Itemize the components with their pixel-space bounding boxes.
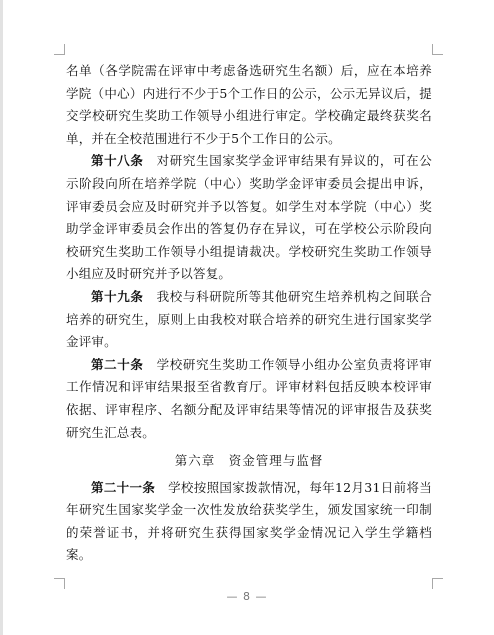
article-number: 第十八条 (91, 153, 144, 169)
paragraph-text: 学校研究生奖助工作领导小组办公室负责将评审工作情况和评审结果报至省教育厅。评审材料包括反映本校评审依据、评审程序、名额分配及评审结果等情况的评审报告及获奖研究生汇总表。 (66, 356, 432, 440)
article-20-paragraph (66, 354, 432, 444)
paragraph-text: 学校按照国家拨款情况，每年12月31日前将当年研究生国家奖学金一次性发放给获奖学生，颁发国家统一印制的荣誉证书，并将研究生获得国家奖学金情况记入学生学籍档案。 (66, 479, 432, 563)
margin-mark-bottom-right (432, 578, 443, 589)
document-body (66, 60, 432, 567)
paragraph-text: 我校与科研院所等其他研究生培养机构之间联合培养的研究生，原则上由我校对联合培养的研究生进行国家奖学金评审。 (66, 288, 432, 350)
article-number: 第十九条 (91, 288, 144, 304)
margin-mark-top-left (54, 44, 65, 55)
article-18-paragraph (66, 150, 432, 286)
paragraph-continued (66, 60, 432, 150)
article-number: 第二十一条 (91, 479, 156, 495)
margin-mark-top-right (432, 44, 443, 55)
article-19-paragraph (66, 286, 432, 354)
paragraph-text: 对研究生国家奖学金评审结果有异议的，可在公示阶段向所在培养学院（中心）奖助学金评审委员会提出申诉，评审委员会应及时研究并予以答复。如学生对本学院（中心）奖助学金评审委员会作出的答复仍存在异议，可在学校公示阶段向校研究生奖助工作领导小组提请裁决。学校研究生奖助工作领导小组应及时研究并予以答复。 (66, 153, 432, 282)
chapter-heading: 第六章 资金管理与监督 (174, 453, 324, 469)
article-21-paragraph (66, 477, 432, 567)
paragraph-text: 名单（各学院需在评审中考虑备选研究生名额）后，应在本培养学院（中心）内进行不少于5个工作日的公示，公示无异议后，提交学校研究生奖助工作领导小组进行审定。学校确定最终获奖名单，并在全校范围进行不少于5个工作日的公示。 (66, 63, 432, 146)
margin-mark-bottom-left (54, 578, 65, 589)
page-number: — 8 — (226, 590, 268, 603)
page-edge-shadow (0, 0, 3, 635)
article-number: 第二十条 (91, 356, 144, 372)
